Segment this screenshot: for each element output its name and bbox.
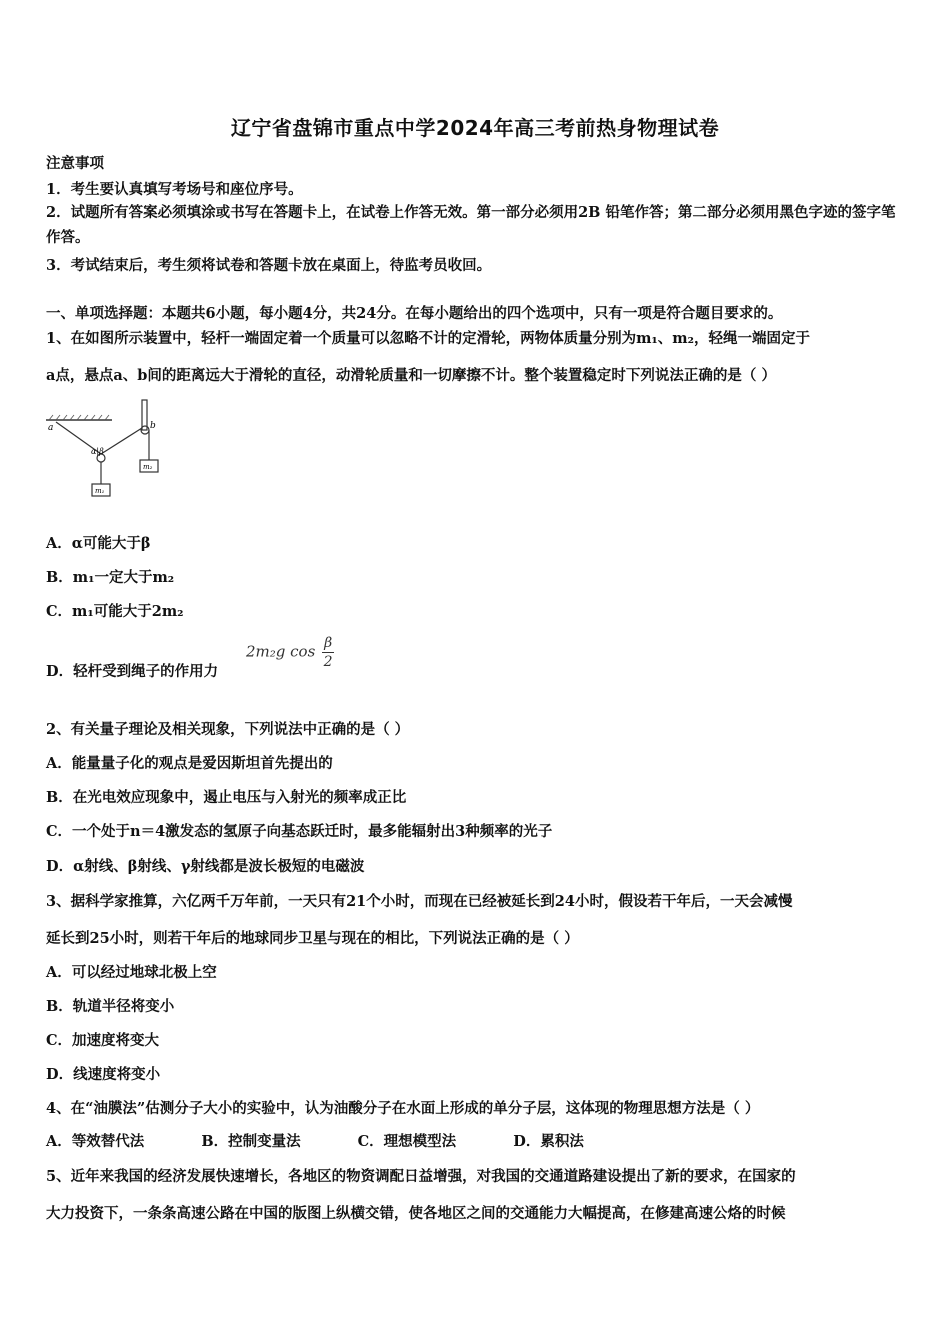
section-heading: 一、单项选择题：本题共6小题，每小题4分，共24分。在每小题给出的四个选项中，只有一项是符合题目要求的。	[46, 305, 783, 322]
question-stem: 2、有关量子理论及相关现象，下列说法中正确的是（ ）	[46, 721, 410, 738]
label-m2: m₂	[143, 463, 153, 471]
question-stem: 3、据科学家推算，六亿两千万年前，一天只有21个小时，而现在已经被延长到24小时，假设若干年后，一天会减慢	[46, 893, 793, 910]
pulley-diagram	[44, 398, 169, 500]
question-stem: 延长到25小时，则若干年后的地球同步卫星与现在的相比，下列说法正确的是（ ）	[46, 930, 579, 947]
option: D．线速度将变小	[46, 1066, 161, 1083]
option: D．α射线、β射线、γ射线都是波长极短的电磁波	[46, 858, 365, 875]
option: A．能量量子化的观点是爱因斯坦首先提出的	[46, 755, 333, 772]
option: A．可以经过地球北极上空	[46, 964, 217, 981]
label-m1: m₁	[95, 487, 105, 495]
label-a: a	[48, 423, 54, 433]
question-stem: 4、在“油膜法”估测分子大小的实验中，认为油酸分子在水面上形成的单分子层，这体现的物理思想方法是（ ）	[46, 1100, 760, 1117]
option: B．m₁一定大于m₂	[46, 569, 175, 586]
notice-item: 2．试题所有答案必须填涂或书写在答题卡上，在试卷上作答无效。第一部分必须用2B 铅笔作答；第二部分必须用黑色字迹的签字笔作答。	[46, 204, 896, 246]
rope-right	[101, 428, 142, 454]
formula-main: 2m₂g cos	[246, 642, 316, 661]
option: A．等效替代法	[46, 1133, 145, 1150]
option: C．理想模型法	[357, 1133, 457, 1150]
page-title: 辽宁省盘锦市重点中学2024年高三考前热身物理试卷	[230, 116, 720, 140]
question-stem: 大力投资下，一条条高速公路在中国的版图上纵横交错，使各地区之间的交通能力大幅提高，在修建高速公烙的时候	[46, 1205, 786, 1222]
question-stem: 1、在如图所示装置中，轻杆一端固定着一个质量可以忽略不计的定滑轮，两物体质量分别为m₁、m₂，轻绳一端固定于	[46, 330, 810, 347]
formula	[246, 634, 334, 671]
option: B．在光电效应现象中，遏止电压与入射光的频率成正比	[46, 789, 407, 806]
formula-fraction	[322, 634, 334, 671]
formula-numerator: β	[324, 635, 333, 651]
option: D．轻杆受到绳子的作用力	[46, 663, 219, 680]
option: C．m₁可能大于2m₂	[46, 603, 184, 620]
notice-item: 1．考生要认真填写考场号和座位序号。	[46, 181, 303, 198]
option: D．累积法	[513, 1133, 584, 1150]
option-row	[46, 1130, 636, 1151]
question-stem: 5、近年来我国的经济发展快速增长，各地区的物资调配日益增强，对我国的交通道路建设提出了新的要求，在国家的	[46, 1168, 796, 1185]
option: B．轨道半径将变小	[46, 998, 175, 1015]
notice-heading: 注意事项	[46, 155, 104, 172]
option: C．一个处于n＝4激发态的氢原子向基态跃迁时，最多能辐射出3种频率的光子	[46, 823, 553, 840]
label-b: b	[150, 421, 156, 431]
option: B．控制变量法	[201, 1133, 301, 1150]
option: A．α可能大于β	[46, 535, 151, 552]
option: C．加速度将变大	[46, 1032, 160, 1049]
question-stem: a点，悬点a、b间的距离远大于滑轮的直径，动滑轮质量和一切摩擦不计。整个装置稳定时下列说法正确的是（ ）	[46, 367, 776, 384]
label-angles: α|β	[91, 447, 104, 456]
notice-item: 3．考试结束后，考生须将试卷和答题卡放在桌面上，待监考员收回。	[46, 257, 492, 274]
formula-denominator: 2	[323, 654, 333, 670]
